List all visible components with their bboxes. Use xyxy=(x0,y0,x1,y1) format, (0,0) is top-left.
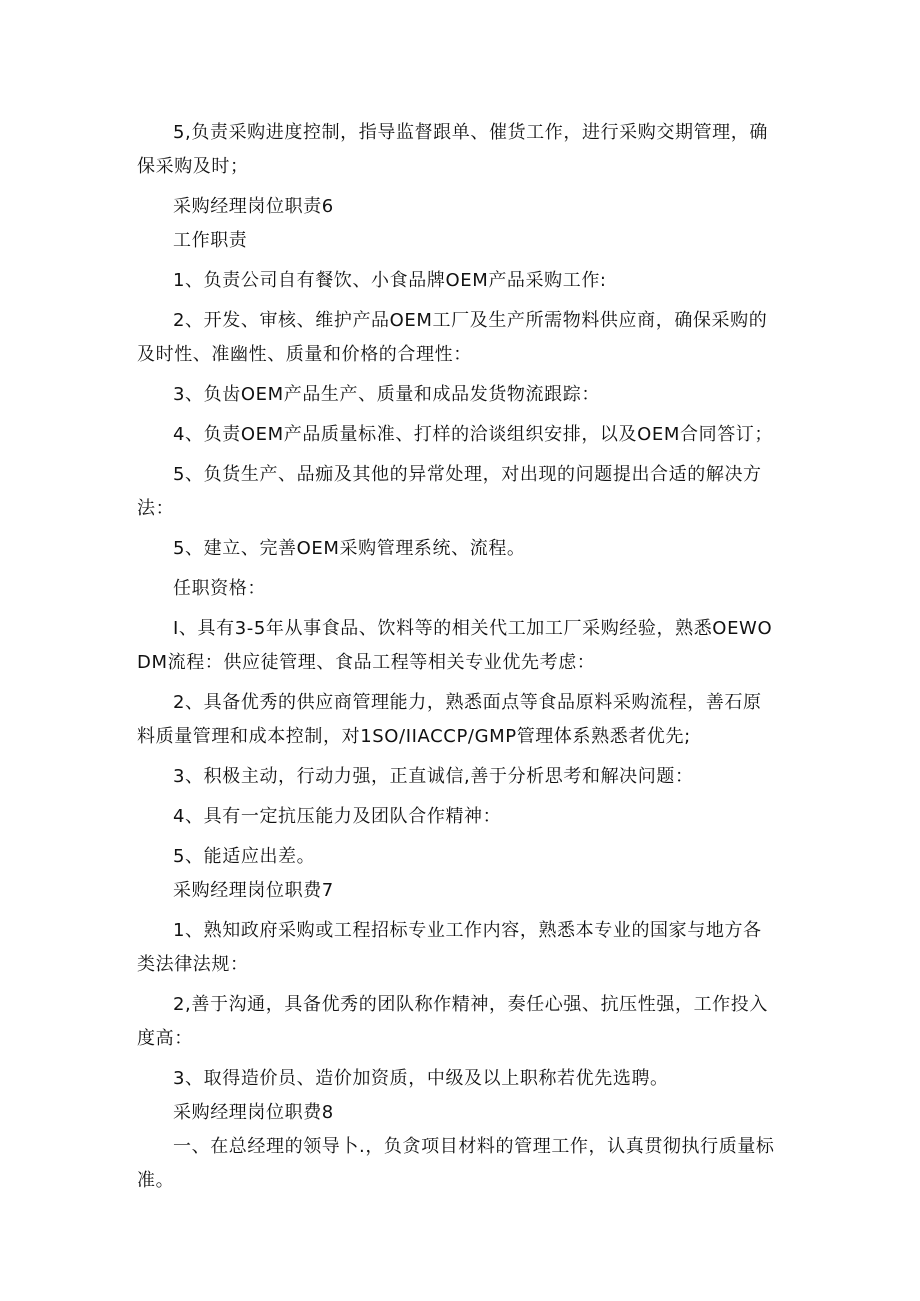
paragraph-duty-4: 4、负责OEM产品质量标准、打样的洽谈组织安排，以及OEM合同答订； xyxy=(173,424,773,445)
subheading-work-duties: 工作职责 xyxy=(173,230,248,251)
paragraph-duty-5c: 5、建立、完善OEM采购管理系统、流程。 xyxy=(173,538,526,559)
paragraph-qual-4: 4、具有一定抗压能力及团队合作精神： xyxy=(173,806,502,827)
document-body xyxy=(137,116,777,1198)
paragraph-qual-3: 3、积极主动，行动力强，正直诚信,善于分析思考和解决问题： xyxy=(173,766,694,787)
subheading-qualifications: 任职资格： xyxy=(173,578,266,599)
paragraph-duty-5b: 5、负货生产、品痂及其他的异常处理，对出现的问题提出合适的解决方法： xyxy=(137,464,762,519)
paragraph-duty-2: 2、开发、审核、维护产品OEM工厂及生产所需物料供应商，确保采购的及时性、准幽性、质量和价格的合理性： xyxy=(137,310,768,365)
paragraph-duty-1: 1、负责公司自有餐饮、小食品牌OEM产品采购工作: xyxy=(173,270,607,291)
paragraph-qual-1: I、具有3-5年从事食品、饮料等的相关代工加工厂采购经验，熟悉OEWODM流程：供应徒管理、食品工程等相关专业优先考虑： xyxy=(137,618,773,673)
paragraph-s8-1: 一、在总经理的领导卜.，负贪项目材料的管理工作，认真贯彻执行质量标准。 xyxy=(137,1136,775,1191)
section-heading-6: 采购经理岗位职责6 xyxy=(173,196,334,217)
paragraph-duty-3: 3、负齿OEM产品生产、质量和成品发货物流跟踪： xyxy=(173,384,600,405)
paragraph-duty-5: 5,负责采购进度控制，指导监督跟单、催货工作，进行采购交期管理，确保采购及时； xyxy=(137,122,768,177)
paragraph-s7-2: 2,善于沟通，具备优秀的团队称作精神，奏任心强、抗压性强，工作投入度高： xyxy=(137,994,768,1049)
section-heading-7: 采购经理岗位职费7 xyxy=(173,880,334,901)
paragraph-qual-5: 5、能适应出差。 xyxy=(173,846,316,867)
paragraph-s7-3: 3、取得造价员、造价加资质，中级及以上职称若优先选聘。 xyxy=(173,1068,669,1089)
paragraph-qual-2: 2、具备优秀的供应商管理能力，熟悉面点等食品原料采购流程，善石原料质量管理和成本控制，对1SO/IIACCP/GMP管理体系熟悉者优先; xyxy=(137,692,762,747)
paragraph-s7-1: 1、熟知政府采购或工程招标专业工作内容，熟悉本专业的国家与地方各类法律法规： xyxy=(137,920,762,975)
section-heading-8: 采购经理岗位职费8 xyxy=(173,1102,334,1123)
